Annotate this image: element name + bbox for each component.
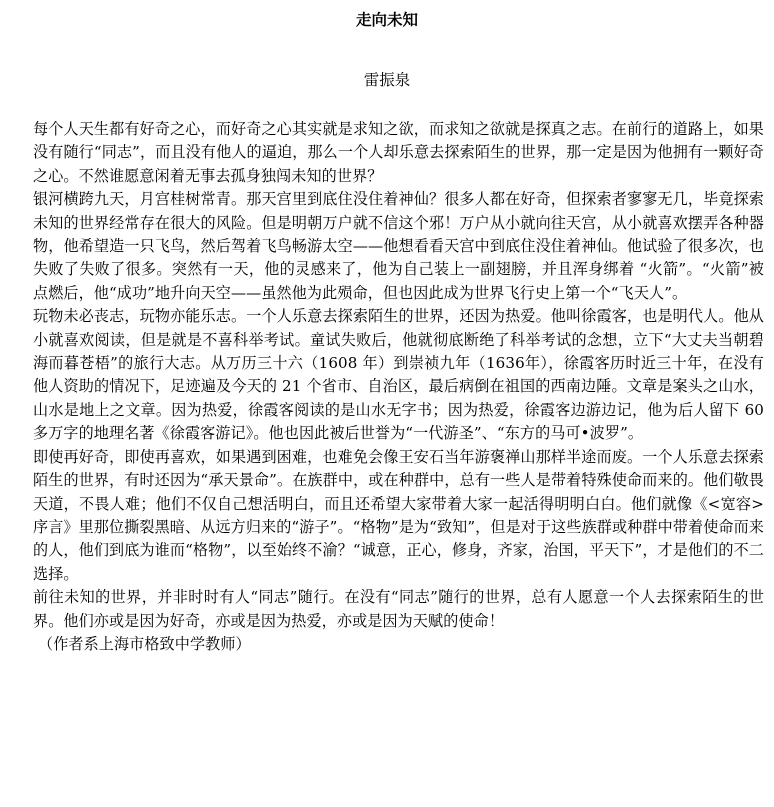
paragraph-5: 前往未知的世界，并非时时有人“同志”随行。在没有“同志”随行的世界，总有人愿意一个人去探索陌生的世界。他们亦或是因为好奇，亦或是因为热爱，亦或是因为天赋的使命！	[33, 588, 764, 630]
paragraph-3: 玩物未必丧志，玩物亦能乐志。一个人乐意去探索陌生的世界，还因为热爱。他叫徐霞客，也是明代人。他从小就喜欢阅读，但是就是不喜科举考试。童试失败后，他就彻底断绝了科举考试的念想，立下“大丈夫当朝碧海而暮苍梧”的旅行大志。从万历三十六（1608 年）到崇祯九年（1636年），徐霞客历时近三十年，在没有他人资助的情况下，足迹遍及今天的 21 个省市、自治区，最后病倒在祖国的西南边陲。文章是案头之山水，山水是地上之文章。因为热爱，徐霞客阅读的是山水无字书；因为热爱，徐霞客边游边记，他为后人留下 60 多万字的地理名著《徐霞客游记》。他也因此被后世誉为“一代游圣”、“东方的马可•波罗”。	[33, 307, 764, 443]
paragraph-1: 每个人天生都有好奇之心，而好奇之心其实就是求知之欲，而求知之欲就是探真之志。在前行的道路上，如果没有随行“同志”，而且没有他人的逼迫，那么一个人却乐意去探索陌生的世界，那一定是因为他拥有一颗好奇之心。不然谁愿意闲着无事去孤身独闯未知的世界？	[33, 120, 764, 185]
document-author: 雷振泉	[363, 71, 411, 89]
paragraph-4: 即使再好奇，即使再喜欢，如果遇到困难，也难免会像王安石当年游褒禅山那样半途而废。一个人乐意去探索陌生的世界，有时还因为“承天景命”。在族群中，或在种群中，总有一些人是带着特殊使命而来的。他们敬畏天道，不畏人难；他们不仅自己想活明白，而且还希望大家带着大家一起活得明明白白。他们就像《<宽容>序言》里那位撕裂黑暗、从远方归来的“游子”。“格物”是为“致知”，但是对于这些族群或种群中带着使命而来的人，他们到底为谁而“格物”，以至始终不渝？“诚意，正心，修身，齐家，治国，平天下”，才是他们的不二选择。	[33, 447, 764, 583]
document-body	[33, 118, 764, 656]
paragraph-2: 银河横跨九天，月宫桂树常青。那天宫里到底住没住着神仙？很多人都在好奇，但探索者寥寥无几，毕竟探索未知的世界经常存在很大的风险。但是明朝万户就不信这个邪！万户从小就向往天宫，从小就喜欢摆弄各种器物，他希望造一只飞鸟，然后驾着飞鸟畅游太空——他想看看天宫中到底住没住着神仙。他试验了很多次，也失败了失败了很多。突然有一天，他的灵感来了，他为自己装上一副翅膀，并且浑身绑着 “火箭”。“火箭”被点燃后，他“成功”地升向天空——虽然他为此殒命，但也因此成为世界飞行史上第一个“飞天人”。	[33, 190, 764, 302]
document-title: 走向未知	[355, 11, 418, 29]
author-note: （作者系上海市格致中学教师）	[38, 634, 251, 653]
